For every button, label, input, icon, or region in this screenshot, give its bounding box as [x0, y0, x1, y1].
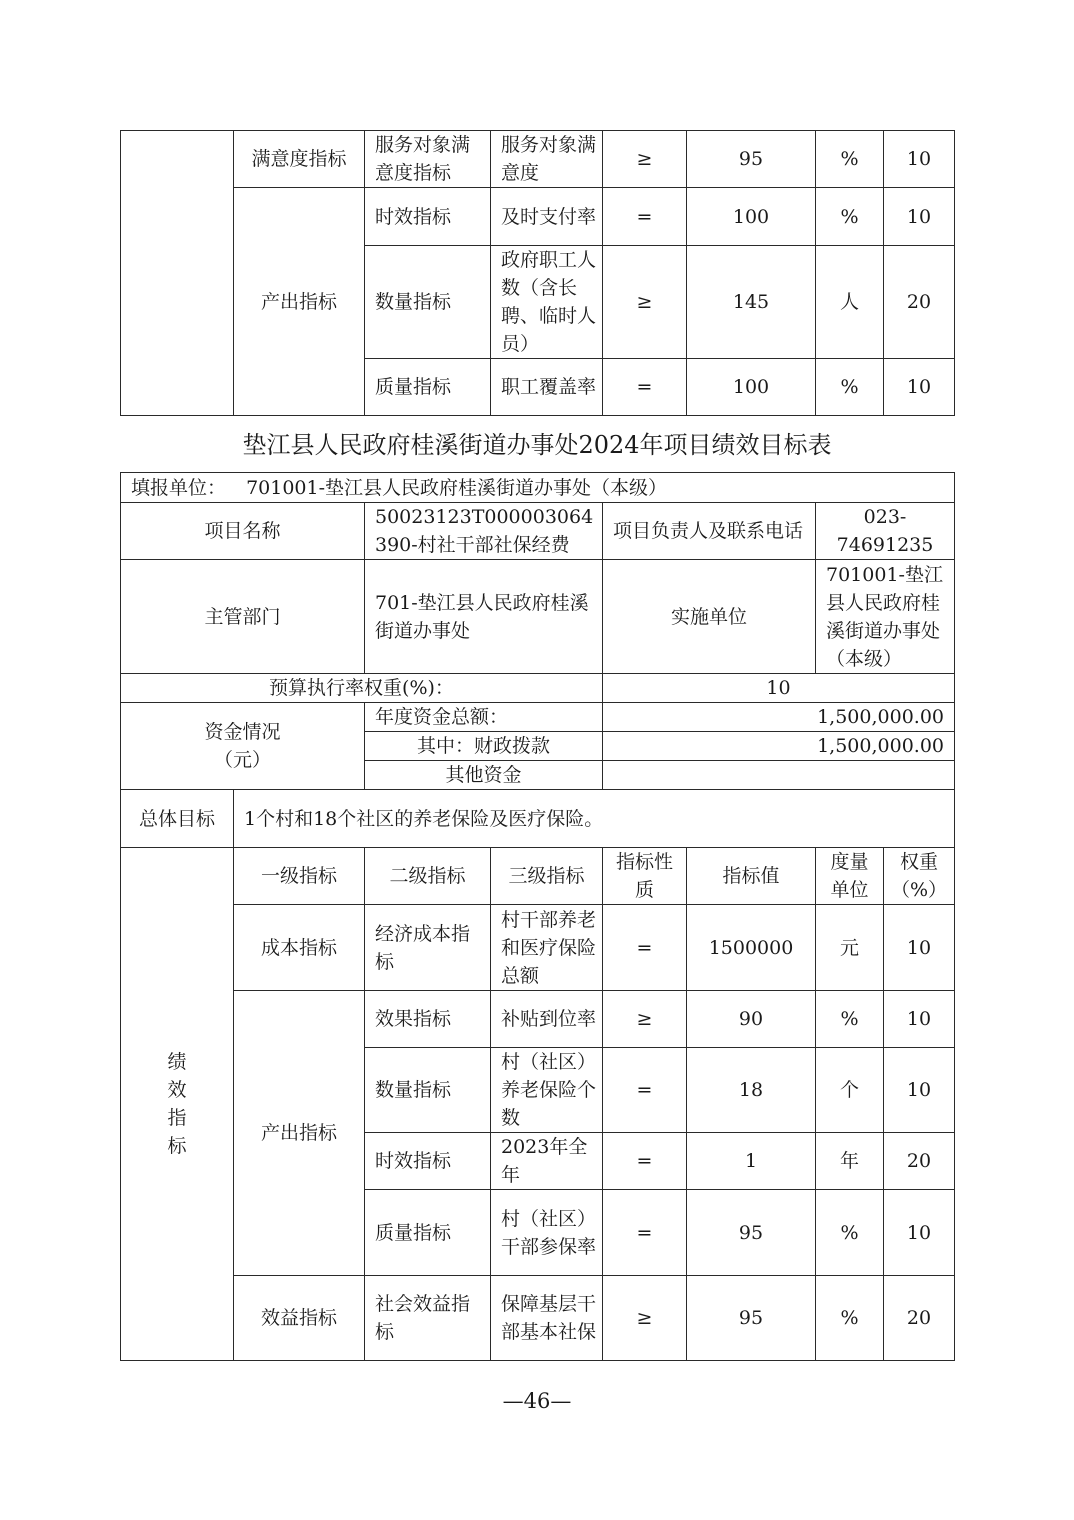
- weight-cell: 10: [884, 905, 955, 991]
- other-funds-label: 其他资金: [365, 761, 603, 790]
- project-name-value: 50023123T000003064390-村社干部社保经费: [365, 503, 603, 560]
- header-level2: 二级指标: [365, 848, 491, 905]
- value-cell: 1500000: [687, 905, 816, 991]
- fill-unit-label: 填报单位：: [131, 476, 227, 499]
- nature-cell: =: [603, 188, 687, 246]
- weight-cell: 10: [884, 131, 955, 188]
- header-nature: 指标性质: [603, 848, 687, 905]
- value-cell: 145: [687, 246, 816, 359]
- value-cell: 95: [687, 1276, 816, 1361]
- unit-cell: %: [816, 1190, 884, 1276]
- level2-cell: 时效指标: [365, 1133, 491, 1190]
- level2-cell: 数量指标: [365, 246, 491, 359]
- annual-total-value: 1,500,000.00: [603, 703, 955, 732]
- weight-cell: 20: [884, 1276, 955, 1361]
- value-cell: 95: [687, 1190, 816, 1276]
- unit-cell: 人: [816, 246, 884, 359]
- funds-label: 资金情况: [204, 721, 281, 743]
- unit-cell: 元: [816, 905, 884, 991]
- level3-cell: 政府职工人数（含长聘、临时人员）: [491, 246, 603, 359]
- project-name-row: [121, 503, 955, 560]
- level3-cell: 保障基层干部基本社保: [491, 1276, 603, 1361]
- fiscal-label: 其中：财政拨款: [365, 732, 603, 761]
- level3-cell: 服务对象满意度: [491, 131, 603, 188]
- continuation-table: [120, 130, 955, 416]
- header-weight: 权重（%）: [884, 848, 955, 905]
- level3-cell: 村干部养老和医疗保险总额: [491, 905, 603, 991]
- table-row: [121, 905, 955, 991]
- level1-cell: 满意度指标: [234, 131, 365, 188]
- unit-cell: 个: [816, 1048, 884, 1133]
- header-row: [121, 848, 955, 905]
- weight-cell: 10: [884, 359, 955, 416]
- level2-cell: 效果指标: [365, 991, 491, 1048]
- level3-cell: 村（社区）养老保险个数: [491, 1048, 603, 1133]
- level1-cell: 效益指标: [234, 1276, 365, 1361]
- side-char: 指: [167, 1107, 187, 1129]
- header-value: 指标值: [687, 848, 816, 905]
- weight-cell: 10: [884, 188, 955, 246]
- level2-cell: 服务对象满意度指标: [365, 131, 491, 188]
- overall-goal-row: [121, 790, 955, 848]
- annual-total-label: 年度资金总额：: [365, 703, 603, 732]
- unit-cell: %: [816, 131, 884, 188]
- manager-label: 项目负责人及联系电话: [603, 503, 816, 560]
- value-cell: 90: [687, 991, 816, 1048]
- fill-unit-value: 701001-垫江县人民政府桂溪街道办事处（本级）: [246, 476, 668, 499]
- level2-cell: 数量指标: [365, 1048, 491, 1133]
- overall-goal-label: 总体目标: [121, 790, 234, 848]
- nature-cell: =: [603, 359, 687, 416]
- side-char: 效: [167, 1079, 187, 1101]
- unit-cell: %: [816, 188, 884, 246]
- page-title: 垫江县人民政府桂溪街道办事处2024年项目绩效目标表: [242, 431, 832, 459]
- nature-cell: ≥: [603, 991, 687, 1048]
- nature-cell: ≥: [603, 131, 687, 188]
- weight-cell: 10: [884, 1190, 955, 1276]
- funds-unit: （元）: [213, 749, 271, 771]
- department-row: [121, 560, 955, 674]
- side-char: 绩: [167, 1051, 187, 1073]
- level2-cell: 经济成本指标: [365, 905, 491, 991]
- project-name-label: 项目名称: [121, 503, 365, 560]
- level3-cell: 2023年全年: [491, 1133, 603, 1190]
- impl-label: 实施单位: [603, 560, 816, 674]
- unit-cell: 年: [816, 1133, 884, 1190]
- level2-cell: 社会效益指标: [365, 1276, 491, 1361]
- level3-cell: 补贴到位率: [491, 991, 603, 1048]
- indicators-side-label: [121, 848, 234, 1361]
- budget-weight-value: 10: [603, 674, 955, 703]
- fill-unit-cell: [121, 473, 955, 503]
- dept-label: 主管部门: [121, 560, 365, 674]
- weight-cell: 20: [884, 246, 955, 359]
- nature-cell: =: [603, 1048, 687, 1133]
- blank-cell: [121, 131, 234, 416]
- budget-weight-label: 预算执行率权重(%)：: [121, 674, 603, 703]
- level2-cell: 时效指标: [365, 188, 491, 246]
- value-cell: 95: [687, 131, 816, 188]
- nature-cell: =: [603, 1190, 687, 1276]
- dept-value: 701-垫江县人民政府桂溪街道办事处: [365, 560, 603, 674]
- level1-cell: 产出指标: [234, 188, 365, 416]
- level1-cell: 成本指标: [234, 905, 365, 991]
- impl-value: 701001-垫江县人民政府桂溪街道办事处（本级）: [816, 560, 955, 674]
- table-row: [121, 131, 955, 188]
- level3-cell: 及时支付率: [491, 188, 603, 246]
- weight-cell: 10: [884, 991, 955, 1048]
- weight-cell: 20: [884, 1133, 955, 1190]
- nature-cell: =: [603, 1133, 687, 1190]
- overall-goal-value: 1个村和18个社区的养老保险及医疗保险。: [234, 790, 955, 848]
- unit-cell: %: [816, 991, 884, 1048]
- table-row: [121, 991, 955, 1048]
- other-funds-value: [603, 761, 955, 790]
- fill-unit-row: [121, 473, 955, 503]
- value-cell: 1: [687, 1133, 816, 1190]
- manager-value: 023-74691235: [816, 503, 955, 560]
- nature-cell: ≥: [603, 246, 687, 359]
- table-row: [121, 1276, 955, 1361]
- unit-cell: %: [816, 1276, 884, 1361]
- level2-cell: 质量指标: [365, 1190, 491, 1276]
- side-char: 标: [167, 1135, 187, 1157]
- table-row: [121, 188, 955, 246]
- funds-row: [121, 703, 955, 732]
- weight-cell: 10: [884, 1048, 955, 1133]
- header-level1: 一级指标: [234, 848, 365, 905]
- nature-cell: ≥: [603, 1276, 687, 1361]
- value-cell: 100: [687, 188, 816, 246]
- level3-cell: 职工覆盖率: [491, 359, 603, 416]
- level2-cell: 质量指标: [365, 359, 491, 416]
- funds-label-cell: [121, 703, 365, 790]
- fiscal-value: 1,500,000.00: [603, 732, 955, 761]
- level3-cell: 村（社区）干部参保率: [491, 1190, 603, 1276]
- value-cell: 18: [687, 1048, 816, 1133]
- nature-cell: =: [603, 905, 687, 991]
- header-unit: 度量单位: [816, 848, 884, 905]
- value-cell: 100: [687, 359, 816, 416]
- level1-cell: 产出指标: [234, 991, 365, 1276]
- performance-table: [120, 472, 955, 1361]
- budget-weight-row: [121, 674, 955, 703]
- page-number: —46—: [502, 1389, 572, 1413]
- unit-cell: %: [816, 359, 884, 416]
- header-level3: 三级指标: [491, 848, 603, 905]
